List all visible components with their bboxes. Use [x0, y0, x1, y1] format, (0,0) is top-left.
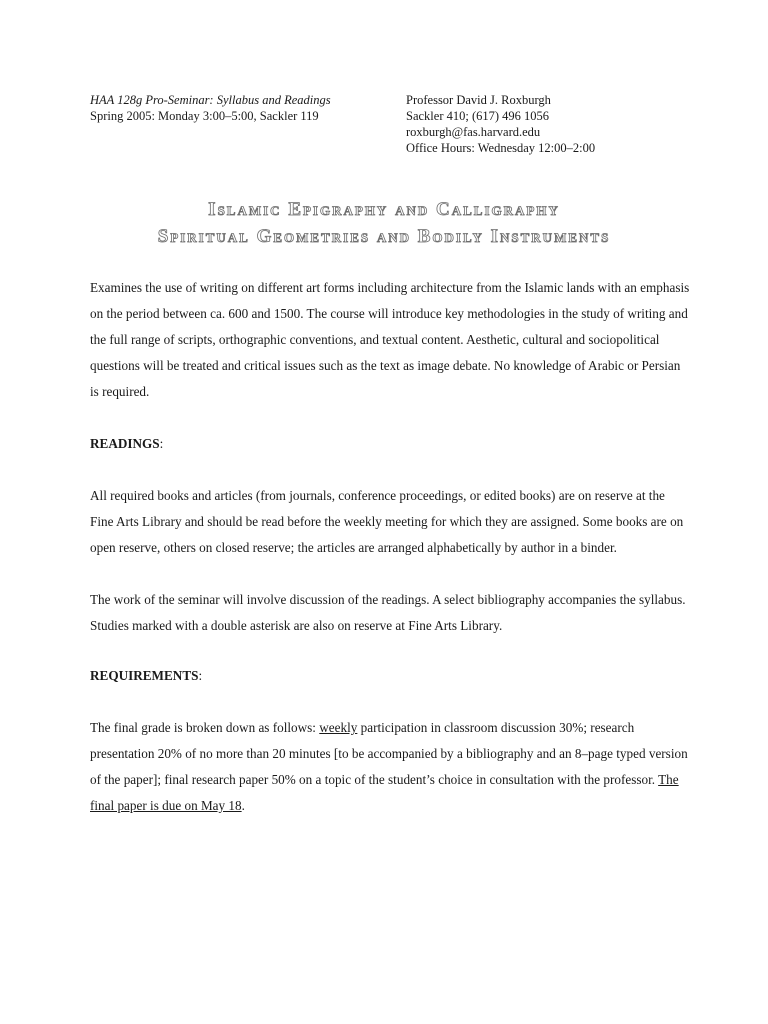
grade-breakdown-text-a: The final grade is broken down as follows:	[90, 720, 320, 735]
due-date-underlined: The final paper is due on May 18	[90, 772, 679, 813]
course-main-title	[0, 196, 768, 250]
professor-info-block	[406, 92, 595, 156]
title-line-2: Spiritual Geometries and Bodily Instruments	[157, 226, 611, 247]
readings-paragraph-2: The work of the seminar will involve discussion of the readings. A select bibliography accompanies the syllabus. Studies marked with a double asterisk are also on reserve at Fine Arts Library.	[90, 592, 686, 633]
course-title: HAA 128g Pro-Seminar: Syllabus and Readings	[90, 93, 331, 107]
requirements-heading-colon: :	[198, 668, 203, 683]
course-description: Examines the use of writing on different art forms including architecture from the Islamic lands with an emphasis on the period between ca. 600 and 1500. The course will introduce key methodologies in the study of writing and the full range of scripts, orthographic conventions, and textual content. Aesthetic, cultural and sociopolitical questions will be treated and critical issues such as the text as image debate. No knowledge of Arabic or Persian is required.	[90, 280, 690, 399]
professor-email: roxburgh@fas.harvard.edu	[406, 125, 541, 139]
readings-heading-colon: :	[159, 436, 164, 451]
office-hours: Office Hours: Wednesday 12:00–2:00	[406, 141, 596, 155]
readings-paragraph-1: All required books and articles (from journals, conference proceedings, or edited books) are on reserve at the Fine Arts Library and should be read before the weekly meeting for which they are assigned. Some books are on open reserve, others on closed reserve; the articles are arranged alphabetically by author in a binder.	[90, 488, 684, 555]
requirements-heading	[90, 663, 690, 689]
requirements-paragraph	[90, 715, 690, 819]
course-schedule: Spring 2005: Monday 3:00–5:00, Sackler 119	[90, 109, 319, 123]
readings-heading	[90, 431, 690, 457]
office-phone: Sackler 410; (617) 496 1056	[406, 109, 550, 123]
readings-heading-text: READINGS	[90, 436, 160, 451]
grade-breakdown-text-b: participation in classroom discussion 30%; research presentation 20% of no more than 20 minutes [to be accompanied by a bibliography and an 8–page typed version of the paper]; final research paper 50% on a topic of the student’s choice in consultation with the professor.	[90, 720, 688, 787]
weekly-underlined: weekly	[319, 720, 358, 735]
title-line-1: Islamic Epigraphy and Calligraphy	[208, 199, 560, 220]
grade-breakdown-end: .	[241, 798, 245, 813]
requirements-heading-text: REQUIREMENTS	[90, 668, 199, 683]
document-body	[90, 275, 690, 819]
professor-name: Professor David J. Roxburgh	[406, 93, 551, 107]
course-info-block	[90, 92, 331, 124]
